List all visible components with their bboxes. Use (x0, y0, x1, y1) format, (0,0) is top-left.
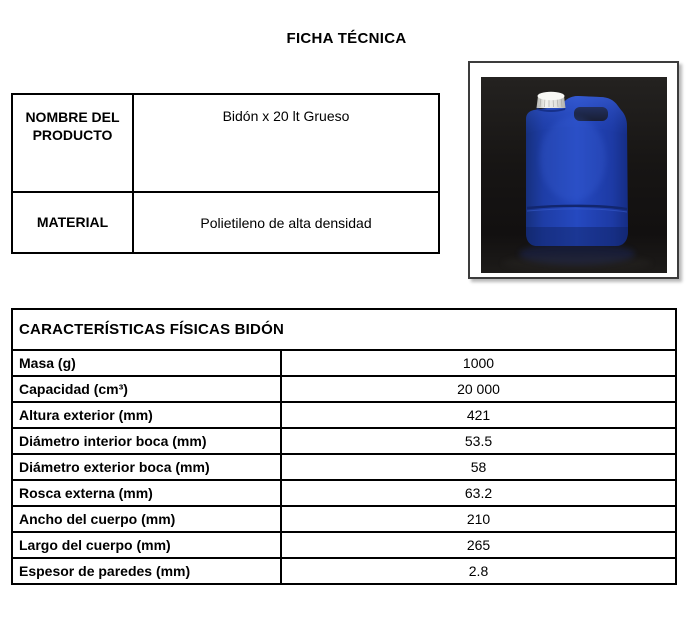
table-row (12, 402, 676, 428)
spec-label-ancho-cuerpo: Ancho del cuerpo (mm) (12, 506, 281, 532)
product-photo-frame (468, 61, 679, 279)
table-row (12, 454, 676, 480)
material-label: MATERIAL (12, 192, 133, 253)
spec-label-diametro-interior-boca: Diámetro interior boca (mm) (12, 428, 281, 454)
spec-value-diametro-interior-boca: 53.5 (281, 428, 676, 454)
spec-value-altura-exterior: 421 (281, 402, 676, 428)
specs-table-title: CARACTERÍSTICAS FÍSICAS BIDÓN (12, 309, 676, 350)
spec-label-masa: Masa (g) (12, 350, 281, 376)
table-row (12, 94, 439, 192)
table-row (12, 192, 439, 253)
table-row (12, 532, 676, 558)
table-row (12, 376, 676, 402)
product-name-label: NOMBRE DEL PRODUCTO (12, 94, 133, 192)
spec-value-rosca-externa: 63.2 (281, 480, 676, 506)
material-value: Polietileno de alta densidad (133, 192, 439, 253)
spec-value-espesor-paredes: 2.8 (281, 558, 676, 584)
table-row (12, 428, 676, 454)
specs-header-row (12, 309, 676, 350)
jerrycan-illustration (481, 77, 667, 273)
spec-label-altura-exterior: Altura exterior (mm) (12, 402, 281, 428)
product-name-value: Bidón x 20 lt Grueso (133, 94, 439, 192)
spec-label-rosca-externa: Rosca externa (mm) (12, 480, 281, 506)
spec-value-ancho-cuerpo: 210 (281, 506, 676, 532)
spec-label-diametro-exterior-boca: Diámetro exterior boca (mm) (12, 454, 281, 480)
spec-value-largo-cuerpo: 265 (281, 532, 676, 558)
spec-label-espesor-paredes: Espesor de paredes (mm) (12, 558, 281, 584)
specs-table (11, 308, 677, 585)
spec-label-largo-cuerpo: Largo del cuerpo (mm) (12, 532, 281, 558)
product-photo (481, 77, 667, 273)
table-row (12, 350, 676, 376)
spec-label-capacidad: Capacidad (cm³) (12, 376, 281, 402)
spec-value-capacidad: 20 000 (281, 376, 676, 402)
table-row (12, 558, 676, 584)
spec-value-diametro-exterior-boca: 58 (281, 454, 676, 480)
spec-value-masa: 1000 (281, 350, 676, 376)
table-row (12, 506, 676, 532)
page-title: FICHA TÉCNICA (286, 30, 407, 47)
table-row (12, 480, 676, 506)
product-info-table (11, 93, 440, 254)
